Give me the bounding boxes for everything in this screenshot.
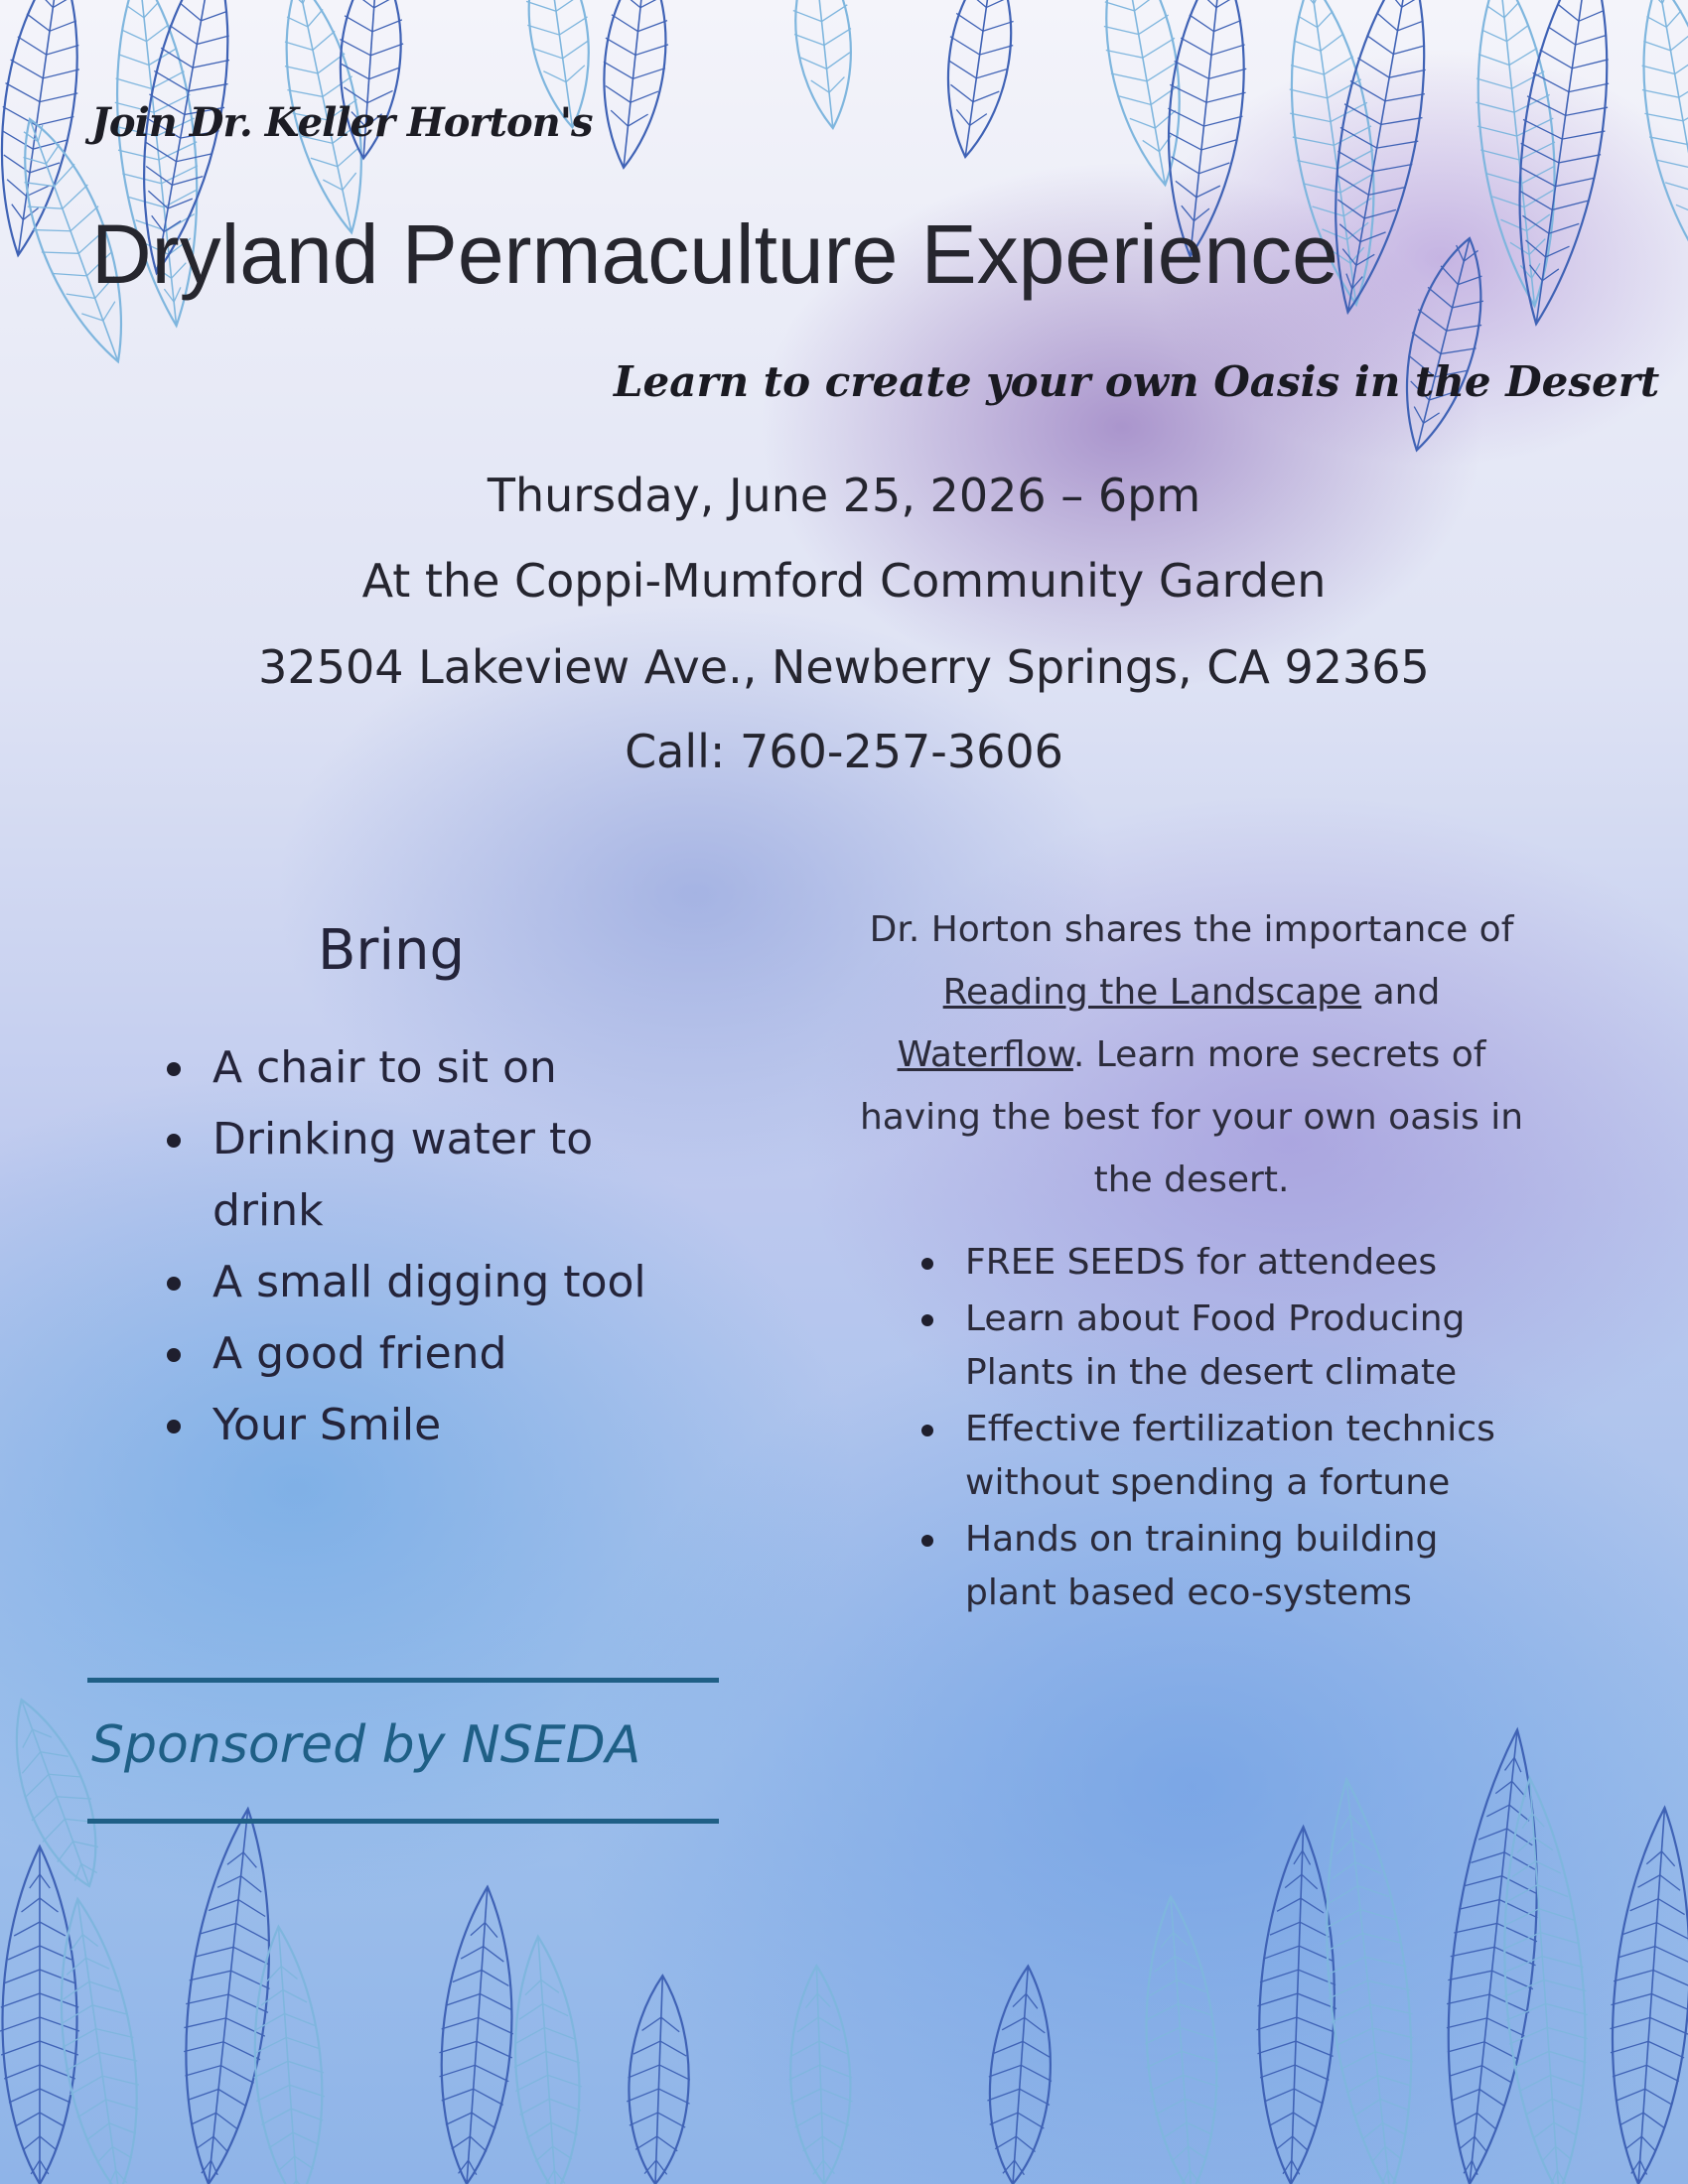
waterflow-text: Waterflow — [897, 1034, 1073, 1075]
event-address: 32504 Lakeview Ave., Newberry Springs, CA 92365 — [258, 640, 1430, 694]
leaf-shape — [0, 1846, 79, 2184]
list-item: Effective fertilization technics without spending a fortune — [914, 1403, 1529, 1510]
leaf-shape — [1134, 1894, 1227, 2184]
tagline: Learn to create your own Oasis in the Desert — [614, 357, 1660, 406]
leaf-shape — [505, 1934, 590, 2184]
reading-the-landscape-text: Reading the Landscape — [942, 972, 1362, 1013]
event-date-time: Thursday, June 25, 2026 – 6pm — [487, 469, 1201, 522]
description-part: . Learn more secrets of having the best for your own oasis in the desert. — [859, 1034, 1524, 1200]
sponsor-text: Sponsored by NSEDA — [91, 1715, 641, 1775]
page-title: Dryland Permaculture Experience — [91, 207, 1338, 301]
bring-list — [159, 1032, 675, 1461]
description — [854, 898, 1529, 1211]
leaf-shape — [1622, 0, 1688, 280]
sponsor-divider-bottom — [87, 1819, 719, 1824]
list-item: Drinking water to drink — [159, 1104, 675, 1247]
leaf-shape — [981, 1964, 1059, 2184]
event-venue: At the Coppi-Mumford Community Garden — [361, 554, 1327, 608]
sponsor-divider-top — [87, 1678, 719, 1683]
leaf-shape — [1427, 1725, 1560, 2184]
leaf-shape — [624, 1975, 694, 2184]
leaf-shape — [243, 1924, 333, 2184]
list-item: Your Smile — [159, 1390, 675, 1461]
list-item: A small digging tool — [159, 1247, 675, 1318]
list-item: A chair to sit on — [159, 1032, 675, 1104]
feature-list — [914, 1236, 1529, 1623]
leaf-shape — [934, 0, 1025, 161]
leaf-shape — [168, 1805, 289, 2184]
list-item: A good friend — [159, 1318, 675, 1390]
leaf-shape — [593, 0, 677, 171]
leaf-shape — [1385, 230, 1502, 459]
event-phone: Call: 760-257-3606 — [625, 725, 1063, 778]
leaf-shape — [1495, 0, 1629, 330]
bring-heading: Bring — [318, 918, 466, 983]
leaf-shape — [786, 0, 862, 131]
description-part: and — [1361, 972, 1441, 1013]
list-item: Hands on training building plant based eco-systems — [914, 1513, 1529, 1620]
leaf-shape — [1599, 1805, 1688, 2184]
leaf-shape — [1087, 0, 1199, 191]
leaf-shape — [1306, 1775, 1432, 2184]
description-part: Dr. Horton shares the importance of — [869, 909, 1514, 950]
list-item: FREE SEEDS for attendees — [914, 1236, 1529, 1290]
leaf-shape — [430, 1884, 523, 2184]
intro-text: Join Dr. Keller Horton's — [91, 99, 593, 146]
leaf-shape — [785, 1965, 856, 2184]
list-item: Learn about Food Producing Plants in the desert climate — [914, 1293, 1529, 1400]
